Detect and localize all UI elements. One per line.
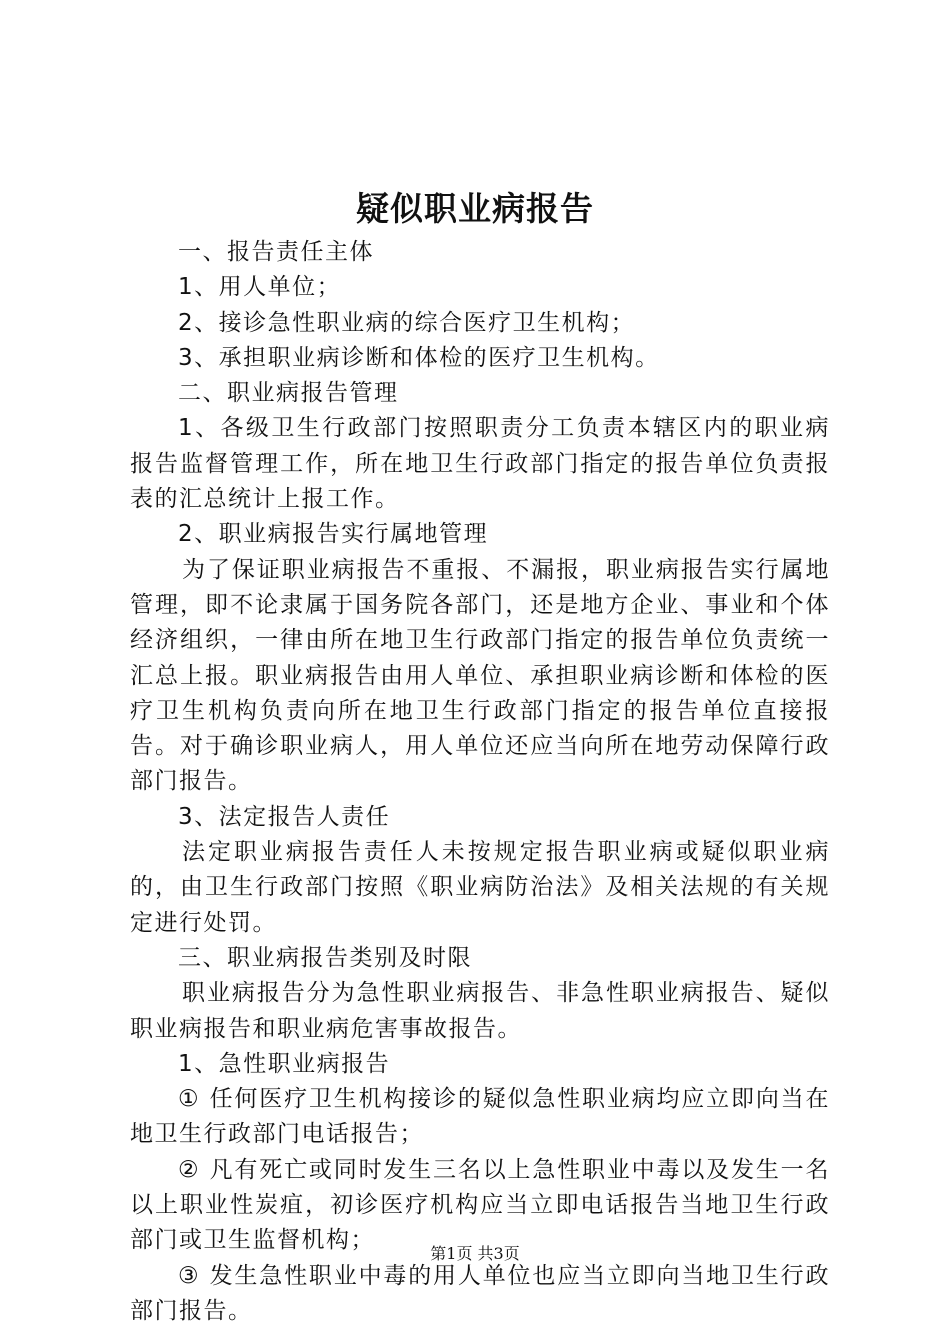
- paragraph: ② 凡有死亡或同时发生三名以上急性职业中毒以及发生一名以上职业性炭疽，初诊医疗机构应当立即电话报告当地卫生行政部门或卫生监督机构；: [130, 1156, 830, 1254]
- paragraph: 二、职业病报告管理: [178, 380, 399, 407]
- document-title: 疑似职业病报告: [356, 189, 594, 228]
- paragraph: 三、职业病报告类别及时限: [178, 944, 472, 971]
- paragraph: 2、职业病报告实行属地管理: [178, 521, 489, 548]
- document-body: [130, 235, 830, 1329]
- paragraph: 一、报告责任主体: [178, 239, 374, 265]
- paragraph: 2、接诊急性职业病的综合医疗卫生机构；: [178, 309, 636, 336]
- paragraph: 1、各级卫生行政部门按照职责分工负责本辖区内的职业病报告监督管理工作，所在地卫生行政部门指定的报告单位负责报表的汇总统计上报工作。: [130, 415, 830, 513]
- paragraph: ③ 发生急性职业中毒的用人单位也应当立即向当地卫生行政部门报告。: [130, 1262, 830, 1324]
- page-footer: 第1页 共3页: [430, 1244, 520, 1263]
- paragraph: 1、急性职业病报告: [178, 1050, 391, 1077]
- paragraph: 1、用人单位；: [178, 274, 342, 301]
- paragraph: ① 任何医疗卫生机构接诊的疑似急性职业病均应立即向当在地卫生行政部门电话报告；: [130, 1086, 830, 1148]
- paragraph: 法定职业病报告责任人未按规定报告职业病或疑似职业病的，由卫生行政部门按照《职业病防治法》及相关法规的有关规定进行处罚。: [130, 839, 830, 936]
- paragraph: 3、法定报告人责任: [178, 803, 391, 830]
- paragraph: 3、承担职业病诊断和体检的医疗卫生机构。: [178, 344, 660, 371]
- paragraph: 为了保证职业病报告不重报、不漏报，职业病报告实行属地管理，即不论隶属于国务院各部门，还是地方企业、事业和个体经济组织，一律由所在地卫生行政部门指定的报告单位负责统一汇总上报。职业病报告由用人单位、承担职业病诊断和体检的医疗卫生机构负责向所在地卫生行政部门指定的报告单位直接报告。对于确诊职业病人，用人单位还应当向所在地劳动保障行政部门报告。: [130, 556, 830, 795]
- paragraph: 职业病报告分为急性职业病报告、非急性职业病报告、疑似职业病报告和职业病危害事故报告。: [130, 980, 830, 1042]
